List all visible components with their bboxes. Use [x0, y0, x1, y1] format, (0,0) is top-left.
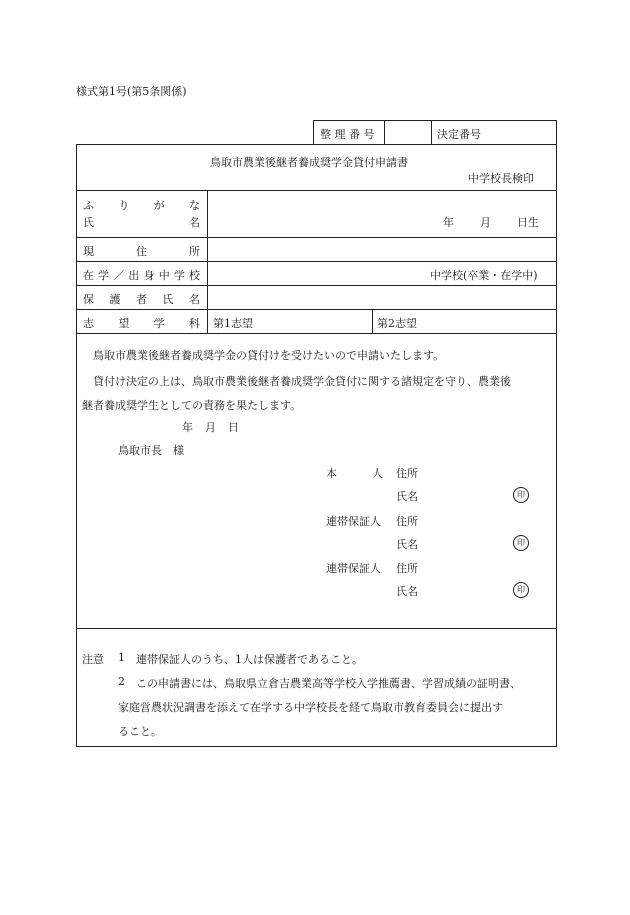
applicant-seal-icon: 印 [513, 487, 529, 503]
guardian-label: 保 護 者 氏 名 [83, 293, 200, 306]
note-2-text-line-2: 家庭営農状況調書を添えて在学する中学校長を経て鳥取市教育委員会に提出す [118, 701, 503, 714]
guarantor-1-name-label: 氏名 [396, 538, 418, 551]
note-2-text-line-3: ること。 [118, 725, 162, 738]
date-year-label: 年 [182, 421, 193, 434]
name-label: 氏 名 [83, 216, 200, 229]
note-1-text: 連帯保証人のうち、1人は保護者であること。 [136, 653, 363, 666]
applicant-address-label: 住所 [396, 467, 418, 480]
pledge-line-1: 貸付け決定の上は、鳥取市農業後継者養成奨学金貸付に関する諸規定を守り、農業後 [93, 375, 511, 388]
applicant-label: 本 人 [326, 467, 383, 480]
address-label: 現 住 所 [83, 245, 200, 258]
principal-seal-label: 中学校長検印 [468, 172, 534, 185]
note-2-text-line-1: この申請書には、鳥取県立倉吉農業高等学校入学推薦書、学習成績の証明書、 [136, 677, 521, 690]
applicant-name-label: 氏名 [396, 490, 418, 503]
guardian-field[interactable] [213, 289, 551, 305]
first-choice-label: 第1志望 [213, 317, 253, 330]
guarantor-2-name-label: 氏名 [396, 585, 418, 598]
second-choice-label: 第2志望 [377, 317, 417, 330]
name-field[interactable] [213, 214, 433, 228]
kettei-number-label: 決定番号 [437, 128, 481, 141]
guarantor-2-label: 連帯保証人 [326, 562, 381, 575]
birth-month-label: 月 [480, 216, 491, 229]
desired-course-label: 志 望 学 科 [83, 317, 200, 330]
application-statement: 鳥取市農業後継者養成奨学金の貸付けを受けたいので申請いたします。 [93, 349, 445, 362]
note-2-number: 2 [118, 675, 125, 688]
form-number: 様式第1号(第5条関係) [76, 85, 187, 98]
seiri-number-label: 整 理 番 号 [320, 128, 375, 141]
school-label: 在 学 ／ 出 身 中 学 校 [83, 269, 200, 282]
date-day-label: 日 [228, 421, 239, 434]
birth-day-label: 日生 [517, 216, 539, 229]
school-status-label: 中学校(卒業・在学中) [430, 269, 538, 282]
school-field[interactable] [213, 265, 423, 281]
notes-label: 注意 [82, 653, 104, 666]
guarantor-1-seal-icon: 印 [513, 535, 529, 551]
addressee: 鳥取市長 様 [118, 444, 184, 457]
birth-year-label: 年 [443, 216, 454, 229]
guarantor-2-address-label: 住所 [396, 562, 418, 575]
furigana-label: ふ り が な [83, 199, 200, 212]
guarantor-1-label: 連帯保証人 [326, 515, 381, 528]
pledge-line-2: 継者養成奨学生としての責務を果たします。 [82, 399, 302, 412]
guarantor-2-seal-icon: 印 [513, 582, 529, 598]
furigana-field[interactable] [213, 197, 551, 211]
guarantor-1-address-label: 住所 [396, 515, 418, 528]
form-title: 鳥取市農業後継者養成奨学金貸付申請書 [210, 156, 408, 169]
note-1-number: 1 [118, 651, 125, 664]
date-month-label: 月 [205, 421, 216, 434]
address-field[interactable] [213, 241, 551, 257]
